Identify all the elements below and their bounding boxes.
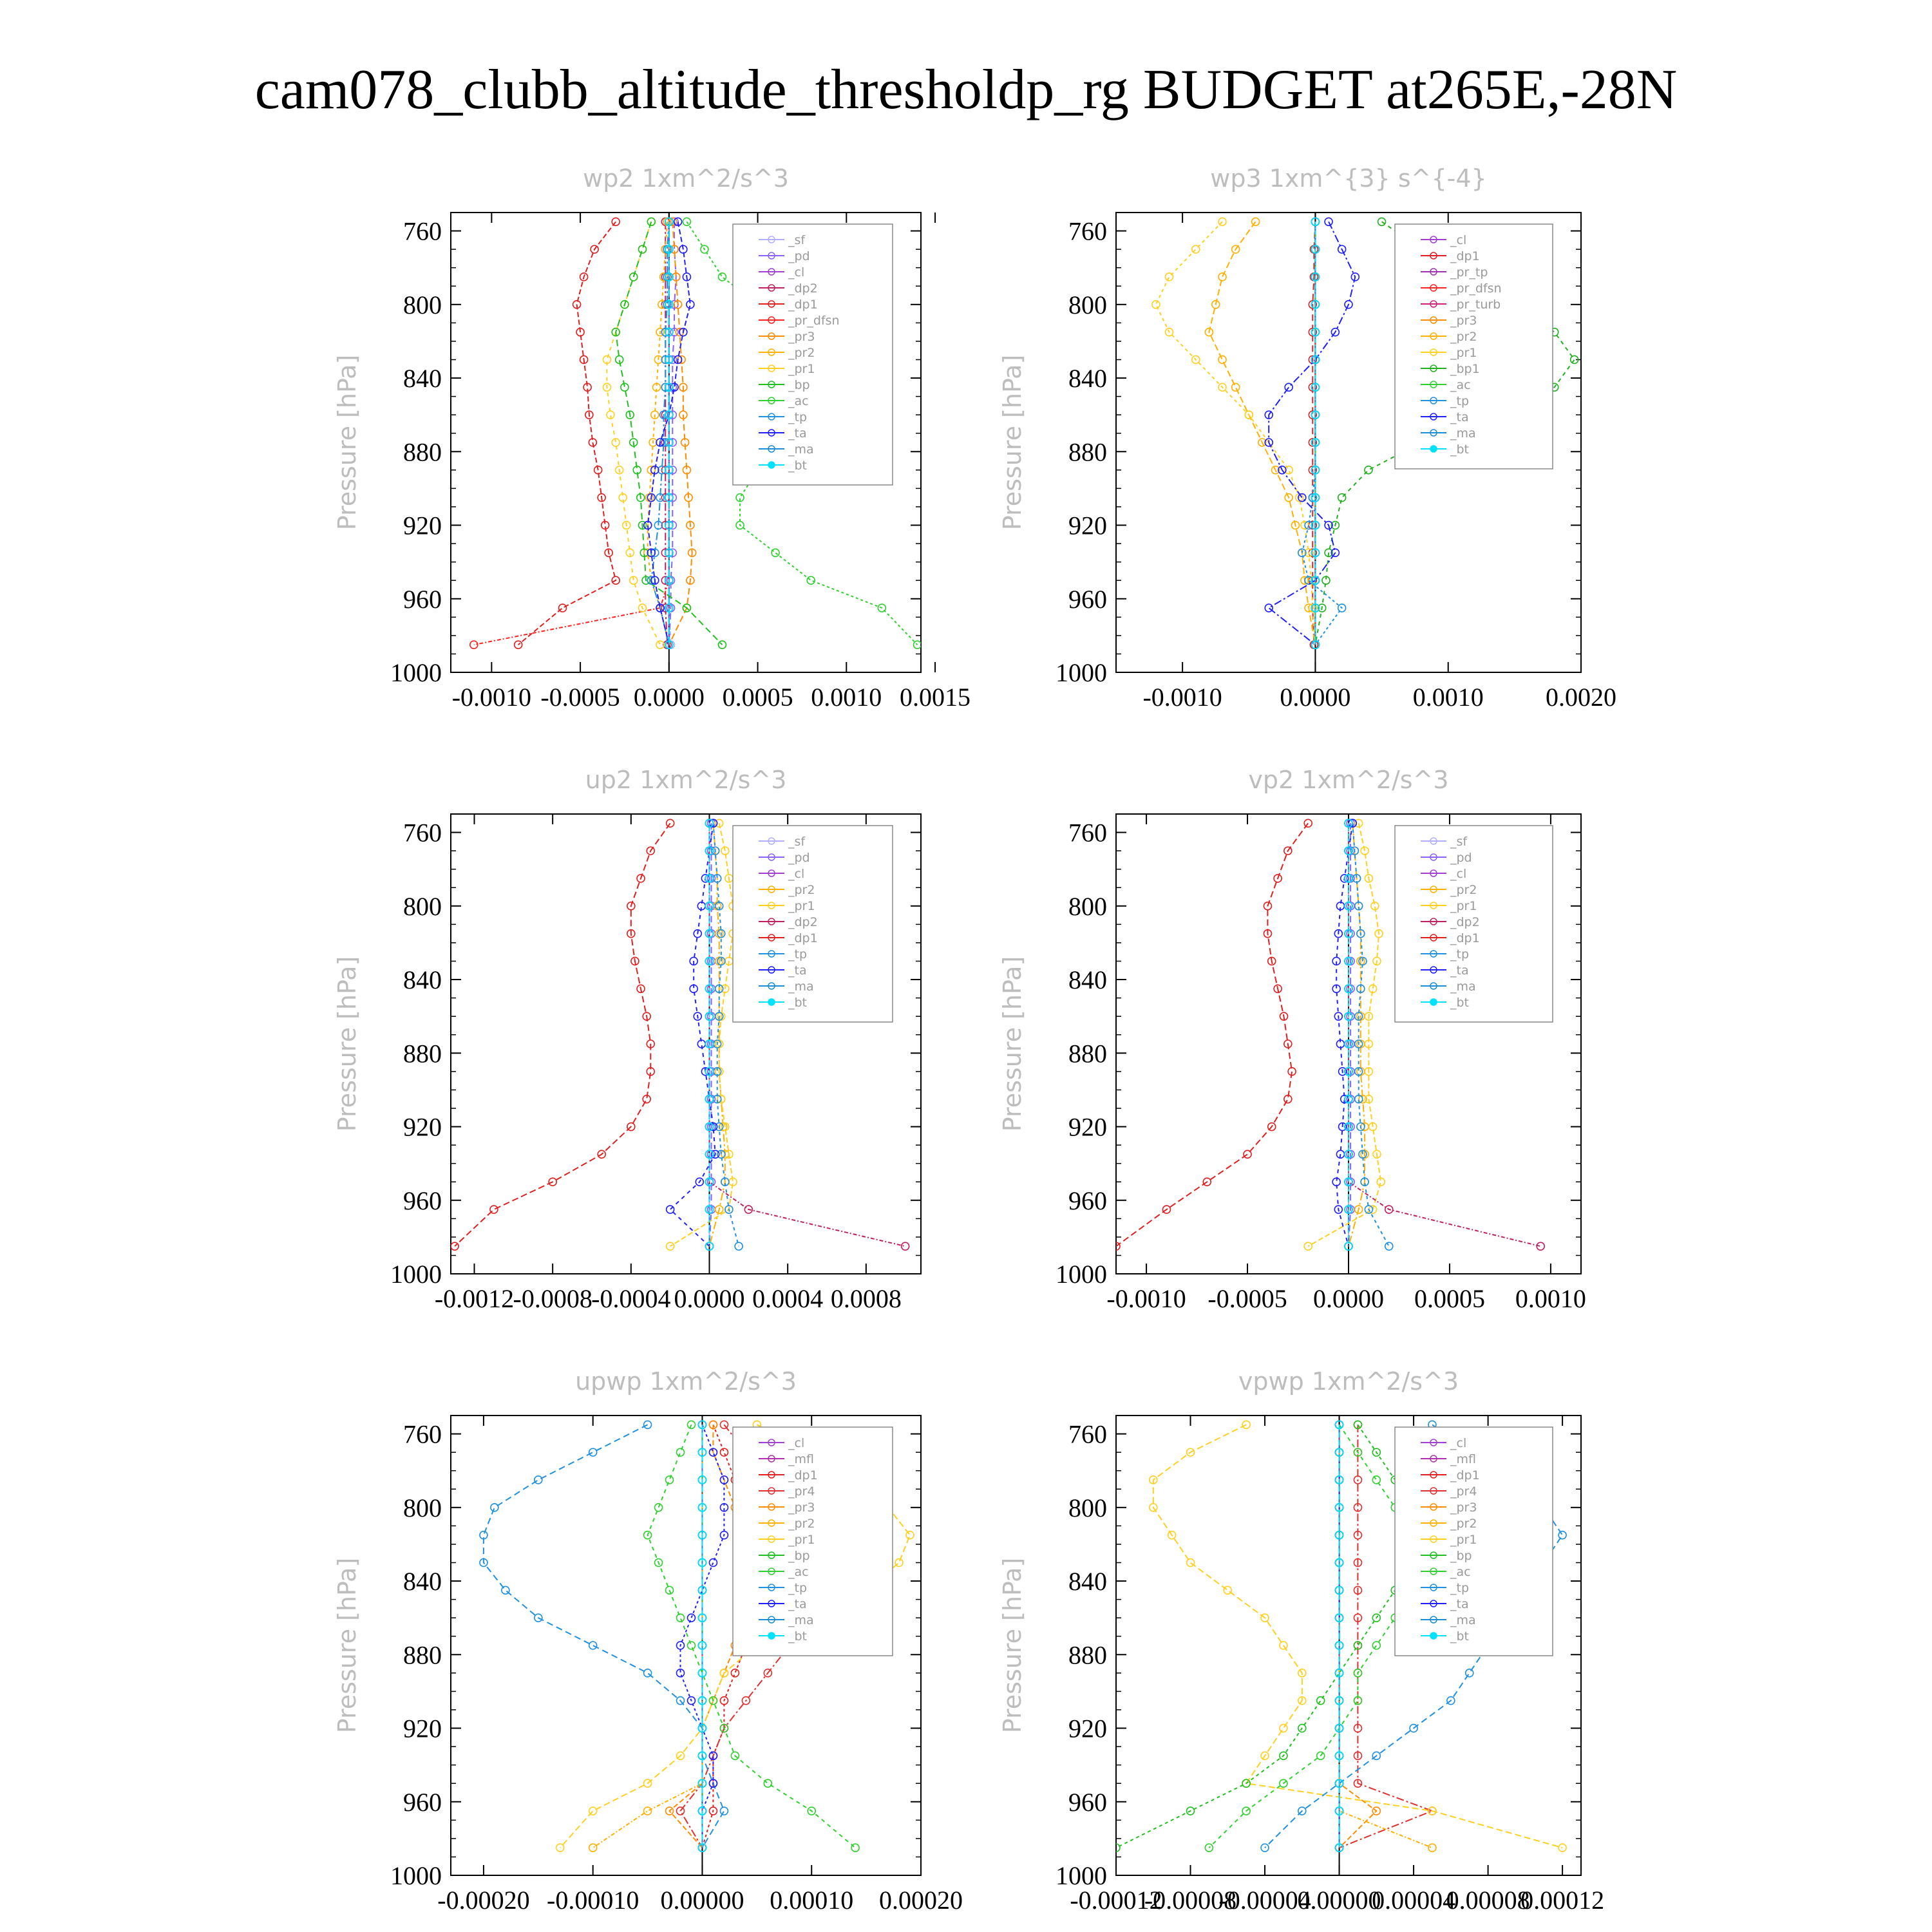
legend-label-pr1: _pr1 [788,1533,815,1547]
x-tick-label: -0.00010 [547,1886,639,1915]
data-point-ac [1372,1476,1380,1484]
data-point-ac [718,273,726,281]
x-tick-label: 0.00008 [1446,1886,1530,1915]
legend-label-cl: _cl [1450,1436,1467,1450]
series-line-pr1 [670,823,733,1246]
y-tick-label: 920 [1068,511,1107,540]
data-point-dp1 [1244,1150,1251,1158]
legend-label-bt: _bt [788,996,808,1010]
panel-1 [333,164,971,712]
y-tick-label: 920 [1068,1714,1107,1743]
data-point-ta [667,1206,674,1213]
x-tick-label: -0.0008 [513,1284,592,1313]
y-tick-label: 920 [1068,1112,1107,1142]
y-tick-label: 800 [1068,891,1107,921]
legend-label-dp1: _dp1 [788,298,818,312]
x-tick-label: 0.0005 [722,683,793,712]
legend-label-cl: _cl [788,867,805,881]
y-tick-label: 960 [403,1186,442,1215]
data-point-pr2 [644,1807,652,1815]
data-point-bp1 [1365,466,1372,474]
x-tick-label: 0.0000 [1313,1284,1384,1313]
y-tick-label: 1000 [1056,1260,1107,1289]
legend-label-pr2: _pr2 [1450,883,1477,897]
legend-label-tp: _tp [788,947,808,961]
y-tick-label: 880 [1068,1039,1107,1068]
legend-label-pr3: _pr3 [788,330,815,344]
legend-label-cl: _cl [788,1436,805,1450]
legend-label-pr2: _pr2 [1450,1517,1477,1531]
data-point-ac [677,1614,685,1622]
y-tick-label: 760 [403,1419,442,1449]
y-tick-label: 960 [403,584,442,614]
y-tick-label: 760 [1068,818,1107,848]
data-point-ac [655,1504,663,1511]
legend-label-bt: _bt [1450,996,1470,1010]
legend-label-pr1: _pr1 [1450,1533,1477,1547]
y-tick-label: 760 [403,216,442,246]
y-tick-label: 840 [403,364,442,393]
panel-6 [998,1367,1604,1915]
legend-label-pr2: _pr2 [1450,330,1477,344]
data-point-pr1 [1280,1725,1287,1732]
data-point-pr2 [1428,1844,1436,1852]
legend-marker-bt [768,462,775,468]
legend-label-bt: _bt [1450,1629,1470,1643]
legend-label-ac: _ac [1450,378,1471,392]
x-tick-label: 0.0020 [1546,683,1616,712]
data-point-tp [644,1669,652,1677]
x-tick-label: -0.00020 [437,1886,530,1915]
legend-marker-bt [1430,1633,1437,1639]
data-point-dp1 [1304,819,1312,827]
y-tick-label: 840 [1068,364,1107,393]
x-tick-label: 0.00012 [1520,1886,1605,1915]
data-point-tp [1558,1531,1566,1539]
x-tick-label: -0.0005 [1208,1284,1287,1313]
legend-label-ma: _ma [1450,426,1476,440]
data-point-pr1 [656,641,664,649]
data-point-pr1 [667,1242,674,1250]
y-axis-label: Pressure [hPa] [333,354,361,531]
data-point-dp1 [720,1448,728,1456]
legend-label-bp: _bp [788,1549,810,1563]
legend-label-ma: _ma [788,1613,814,1627]
data-point-pr2 [1232,383,1240,391]
legend-label-dp2: _dp2 [788,915,818,929]
data-point-ac [807,576,815,584]
legend-label-dp1: _dp1 [1450,931,1480,945]
legend-label-mfl: _mfl [1450,1452,1476,1466]
y-tick-label: 800 [403,1493,442,1522]
legend-label-bt: _bt [788,459,808,473]
x-tick-label: -0.00004 [1218,1886,1311,1915]
legend-label-bp1: _bp1 [1450,362,1480,376]
data-point-bp [1317,1697,1325,1705]
series-line-tp [651,222,669,645]
panel-4 [998,766,1586,1313]
y-tick-label: 1000 [1056,658,1107,687]
legend-label-dp1: _dp1 [1450,249,1480,263]
y-tick-label: 1000 [390,1861,442,1890]
data-point-ta [709,1558,717,1566]
x-tick-label: 0.0008 [830,1284,902,1313]
figure-title: cam078_clubb_altitude_thresholdp_rg BUDGET at265E,-28N [254,59,1678,121]
y-axis-label: Pressure [hPa] [998,956,1027,1132]
data-point-ac [851,1844,859,1852]
legend-marker-bt [1430,999,1437,1005]
data-point-ta [1325,218,1332,225]
data-point-pr2 [1252,218,1260,225]
x-tick-label: 0.00020 [879,1886,963,1915]
data-point-pr1 [589,1807,597,1815]
x-tick-label: -0.0005 [540,683,620,712]
legend-label-mfl: _mfl [788,1452,814,1466]
data-point-pr1 [1152,301,1160,308]
legend-label-sf: _sf [1450,835,1468,849]
data-point-pr1 [1218,218,1226,225]
y-tick-label: 920 [403,1112,442,1142]
series-line-pr_dfsn [474,222,669,645]
legend-label-pr1: _pr1 [1450,346,1477,360]
series-line-pr2 [593,1425,703,1848]
legend-label-ta: _ta [788,426,807,440]
legend-label-pd: _pd [788,249,810,263]
legend-label-tp: _tp [1450,1581,1470,1595]
y-tick-label: 800 [1068,1493,1107,1522]
y-tick-label: 920 [403,1714,442,1743]
data-point-dp1 [731,1669,739,1677]
legend-label-pr2: _pr2 [788,883,815,897]
x-tick-label: 0.0000 [1280,683,1351,712]
data-point-pr1 [1558,1844,1566,1852]
legend-label-tp: _tp [788,410,808,424]
y-tick-label: 880 [403,1039,442,1068]
legend-label-bt: _bt [788,1629,808,1643]
panel-title: wp3 1xm^{3} s^{-4} [1210,164,1487,193]
data-point-pr1 [1187,1558,1195,1566]
y-tick-label: 800 [403,290,442,319]
legend-marker-bt [1430,446,1437,452]
data-point-dp1 [612,218,620,225]
x-tick-label: 0.0000 [633,683,705,712]
legend-label-ac: _ac [788,394,809,408]
y-tick-label: 960 [403,1787,442,1817]
legend-label-dp1: _dp1 [788,931,818,945]
y-axis-label: Pressure [hPa] [333,956,361,1132]
x-tick-label: -0.00012 [1070,1886,1162,1915]
data-point-pr1 [1192,245,1200,253]
legend-label-pr3: _pr3 [1450,314,1477,328]
data-point-tp [491,1504,498,1511]
x-tick-label: -0.0010 [1106,1284,1186,1313]
y-axis-label: Pressure [hPa] [998,1557,1027,1734]
x-tick-label: -0.0012 [434,1284,515,1313]
legend-label-tp: _tp [1450,947,1470,961]
data-point-ta [687,1614,695,1622]
data-point-ta [1265,604,1273,612]
x-tick-label: 0.00004 [1372,1886,1456,1915]
legend-label-pr1: _pr1 [788,899,815,913]
legend-marker-bt [768,999,775,1005]
legend-label-pr4: _pr4 [1450,1484,1477,1499]
data-point-pr2 [589,1844,597,1852]
legend-label-tp: _tp [788,1581,808,1595]
data-point-tp [589,1448,597,1456]
legend-label-ma: _ma [1450,1613,1476,1627]
data-point-bp [639,245,647,253]
legend-label-ma: _ma [1450,980,1476,994]
legend-label-bp: _bp [1450,1549,1472,1563]
data-point-tp [502,1586,509,1594]
y-tick-label: 760 [403,818,442,848]
x-tick-label: 0.00000 [1297,1886,1381,1915]
legend-label-ta: _ta [788,963,807,978]
x-tick-label: 0.0004 [752,1284,824,1313]
legend-label-cl: _cl [1450,233,1467,247]
legend-label-pr4: _pr4 [788,1484,815,1499]
x-tick-label: 0.0010 [1412,683,1484,712]
panel-title: vp2 1xm^2/s^3 [1248,766,1449,794]
data-point-pr2 [1218,273,1226,281]
panel-5 [333,1367,963,1915]
legend-label-ac: _ac [788,1565,809,1579]
legend-label-dp1: _dp1 [1450,1468,1480,1482]
data-point-pr1 [895,1558,903,1566]
x-tick-label: -0.00008 [1144,1886,1237,1915]
data-point-bp [647,218,655,225]
data-point-pr2 [1218,355,1226,363]
legend-label-ac: _ac [1450,1565,1471,1579]
legend-label-dp1: _dp1 [788,1468,818,1482]
legend-label-sf: _sf [788,233,806,247]
legend-label-pr2: _pr2 [788,346,815,360]
legend-label-pr3: _pr3 [788,1501,815,1515]
legend-label-pr_tp: _pr_tp [1450,265,1488,279]
legend-label-pr1: _pr1 [788,362,815,376]
y-tick-label: 760 [1068,216,1107,246]
legend-label-ta: _ta [1450,410,1469,424]
y-tick-label: 960 [1068,584,1107,614]
y-tick-label: 960 [1068,1787,1107,1817]
series-line-bp [1116,1425,1414,1848]
panel-title: up2 1xm^2/s^3 [585,766,787,794]
data-point-ac [683,218,690,225]
y-tick-label: 1000 [390,1260,442,1289]
data-point-ac [666,1476,674,1484]
x-tick-label: -0.0004 [591,1284,671,1313]
data-point-ac [677,1448,685,1456]
panel-title: upwp 1xm^2/s^3 [575,1367,797,1396]
panel-title: vpwp 1xm^2/s^3 [1238,1367,1459,1396]
x-tick-label: 0.00000 [660,1886,744,1915]
y-tick-label: 840 [403,965,442,995]
legend-label-pd: _pd [1450,851,1472,865]
y-tick-label: 880 [403,1640,442,1670]
y-tick-label: 760 [1068,1419,1107,1449]
data-point-tp [535,1476,542,1484]
x-tick-label: 0.0010 [1515,1284,1586,1313]
x-tick-label: -0.0010 [451,683,532,712]
legend-label-cl: _cl [1450,867,1467,881]
legend-label-pr_dfsn: _pr_dfsn [1450,281,1502,296]
legend-label-ma: _ma [788,442,814,457]
y-tick-label: 840 [1068,965,1107,995]
y-tick-label: 1000 [1056,1861,1107,1890]
data-point-tp [1466,1669,1473,1677]
data-point-pr1 [1224,1586,1231,1594]
data-point-tp [720,1807,728,1815]
legend-label-pr_dfsn: _pr_dfsn [788,314,840,328]
x-tick-label: -0.0010 [1142,683,1222,712]
legend-marker-bt [768,1633,775,1639]
legend-label-pr1: _pr1 [1450,899,1477,913]
data-point-dp1 [559,604,567,612]
data-point-ta [1285,383,1293,391]
series-line-dp1 [518,222,616,645]
legend-label-bt: _bt [1450,442,1470,457]
series-line-ac [1209,1425,1414,1848]
y-tick-label: 880 [403,437,442,467]
x-tick-label: 0.0010 [811,683,882,712]
series-line-pr1 [1156,222,1316,645]
data-point-pr4 [720,1421,728,1428]
legend-label-pr2: _pr2 [788,1517,815,1531]
series-line-pr2 [1209,222,1315,645]
data-point-ac [1372,1642,1380,1649]
legend-label-bp: _bp [788,378,810,392]
data-point-pr1 [906,1531,914,1539]
y-tick-label: 840 [403,1567,442,1596]
y-tick-label: 920 [403,511,442,540]
data-point-bp1 [1378,218,1386,225]
y-tick-label: 880 [1068,437,1107,467]
x-tick-label: 0.0005 [1414,1284,1485,1313]
y-tick-label: 800 [403,891,442,921]
y-tick-label: 1000 [390,658,442,687]
legend-label-pr_turb: _pr_turb [1450,298,1501,312]
y-tick-label: 960 [1068,1186,1107,1215]
legend-label-dp2: _dp2 [788,281,818,296]
y-axis-label: Pressure [hPa] [333,1557,361,1734]
panel-3 [333,766,921,1313]
data-point-tp [1385,1242,1393,1250]
data-point-ac [772,549,779,556]
series-line-dp1 [455,823,670,1246]
legend-label-dp2: _dp2 [1450,915,1480,929]
legend-label-ma: _ma [788,980,814,994]
legend-label-sf: _sf [788,835,806,849]
x-tick-label: 0.00010 [770,1886,854,1915]
panel-title: wp2 1xm^2/s^3 [583,164,789,193]
legend-label-ta: _ta [1450,963,1469,978]
y-tick-label: 840 [1068,1567,1107,1596]
legend-label-ta: _ta [788,1597,807,1611]
legend-label-cl: _cl [788,265,805,279]
x-tick-label: 0.0015 [900,683,971,712]
data-point-ac [687,1642,695,1649]
x-tick-label: 0.0000 [674,1284,745,1313]
data-point-tp [589,1642,597,1649]
legend-label-ta: _ta [1450,1597,1469,1611]
y-tick-label: 800 [1068,290,1107,319]
data-point-ac [764,1779,772,1787]
data-point-pr1 [1166,273,1173,281]
legend-label-pr3: _pr3 [1450,1501,1477,1515]
legend-label-pd: _pd [788,851,810,865]
y-tick-label: 880 [1068,1640,1107,1670]
legend-label-tp: _tp [1450,394,1470,408]
series-line-dp1 [1116,823,1308,1246]
panel-2 [998,164,1616,712]
y-axis-label: Pressure [hPa] [998,354,1027,531]
data-point-dp1 [490,1206,498,1213]
series-line-ta [670,823,715,1246]
data-point-ac [687,1421,695,1428]
